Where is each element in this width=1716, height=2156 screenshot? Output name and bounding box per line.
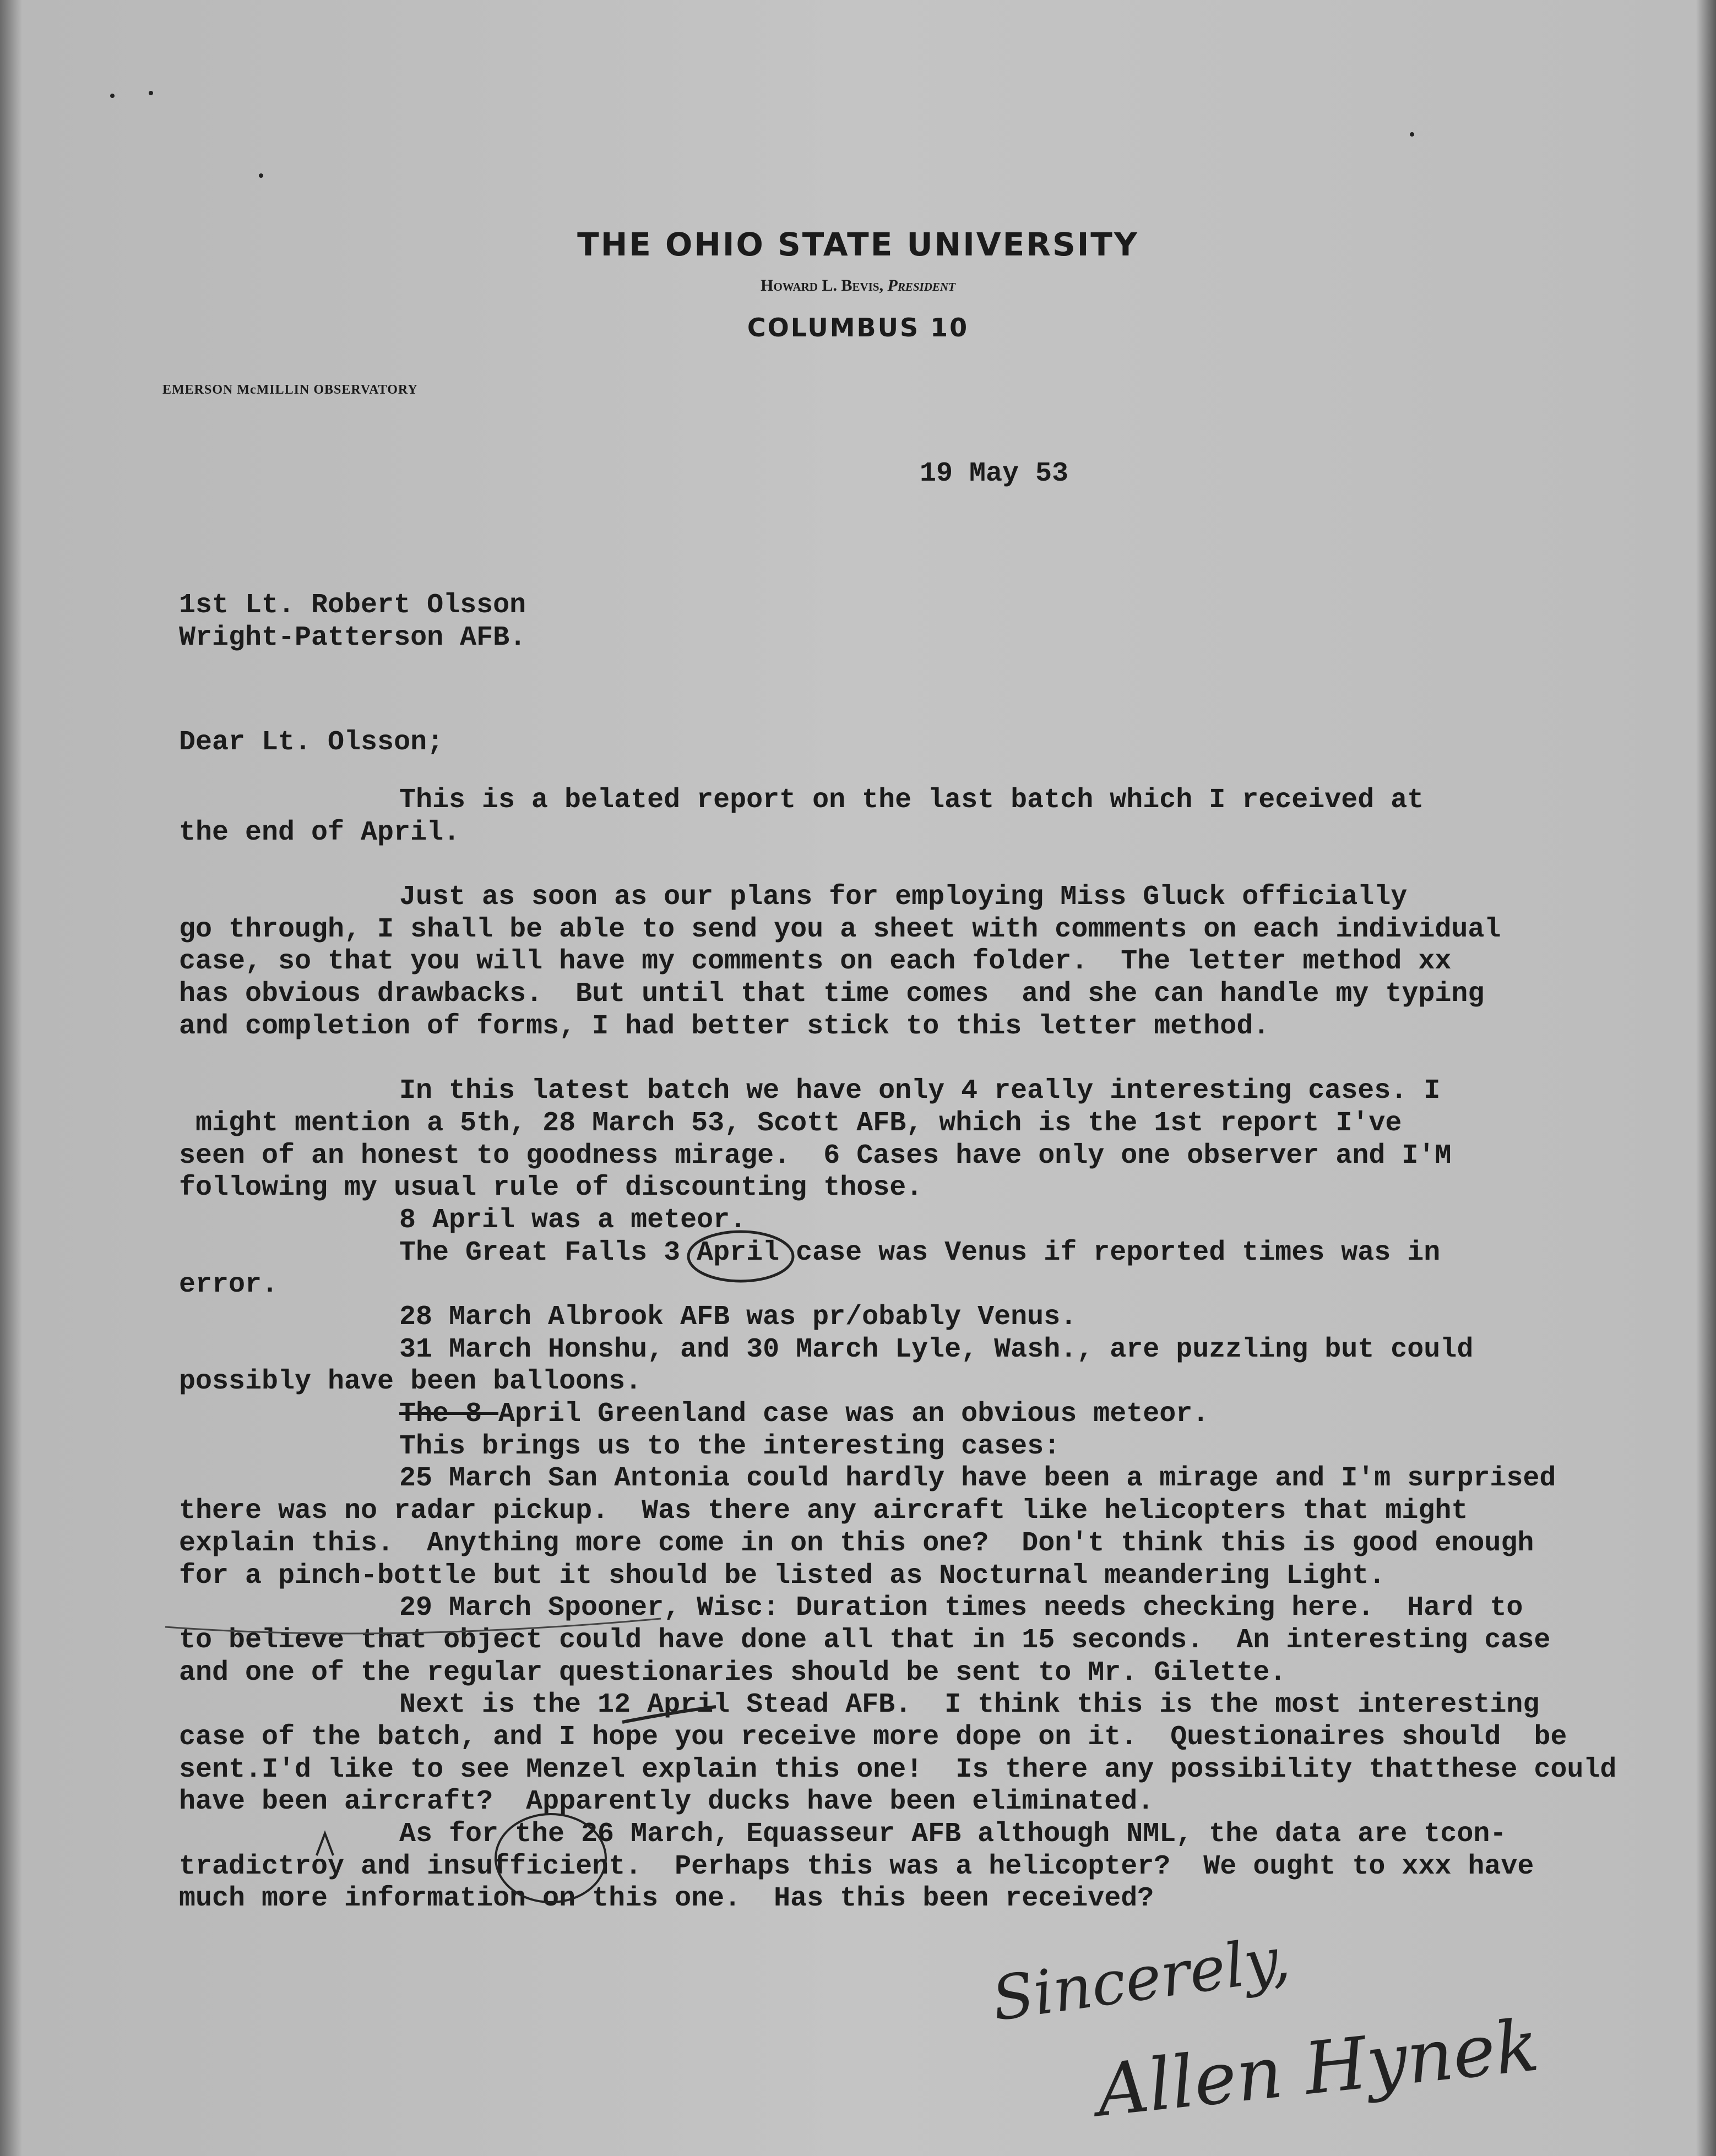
body-line: Just as soon as our plans for employing Miss Gluck officially: [399, 881, 1408, 913]
body-line: might mention a 5th, 28 March 53, Scott AFB, which is the 1st report I've: [179, 1107, 1402, 1139]
city: COLUMBUS 10: [747, 313, 969, 342]
body-line: go through, I shall be able to send you a sheet with comments on each individual: [179, 913, 1501, 945]
body-line: As for the 26 March, Equasseur AFB although NML, the data are tcon-: [399, 1819, 1507, 1850]
president-name: Howard L. Bevis,: [761, 276, 884, 295]
body-line: and one of the regular questionaries should be sent to Mr. Gilette.: [179, 1657, 1286, 1689]
body-line: 29 March Spooner, Wisc: Duration times needs checking here. Hard to: [399, 1592, 1523, 1624]
signature-handwritten: Allen Hynek: [1093, 2003, 1543, 2133]
body-line: The Great Falls 3 April case was Venus if reported times was in: [399, 1237, 1441, 1268]
underline-annotation-12-april: [622, 1707, 716, 1722]
body-line: for a pinch-bottle but it should be listed as Nocturnal meandering Light.: [179, 1560, 1386, 1592]
body-line: tradictroy and insufficient. Perhaps this was a helicopter? We ought to xxx have: [179, 1850, 1534, 1882]
body-line: In this latest batch we have only 4 really interesting cases. I: [399, 1075, 1441, 1107]
underline-annotation-spooner: [165, 1619, 661, 1634]
body-line: case of the batch, and I hope you receive more dope on it. Questionaires should be: [179, 1721, 1567, 1753]
body-line: has obvious drawbacks. But until that time comes and she can handle my typing: [179, 978, 1485, 1010]
president-title: President: [887, 276, 955, 295]
body-line: there was no radar pickup. Was there any aircraft like helicopters that might: [179, 1495, 1468, 1527]
body-line: sent.I'd like to see Menzel explain this one! Is there any possibility thatthese could: [179, 1754, 1617, 1785]
body-line: much more information on this one. Has this been received?: [179, 1883, 1154, 1915]
recipient-location: Wright-Patterson AFB.: [179, 622, 526, 654]
body-line: error.: [179, 1269, 279, 1301]
circle-annotation-3-april: [688, 1232, 793, 1281]
body-line: seen of an honest to goodness mirage. 6 Cases have only one observer and I'M: [179, 1140, 1452, 1172]
body-text: April Greenland case was an obvious meteor.: [498, 1398, 1209, 1430]
closing-handwritten: Sincerely,: [987, 1923, 1294, 2035]
body-line: have been aircraft? Apparently ducks have been eliminated.: [179, 1786, 1154, 1818]
salutation: Dear Lt. Olsson;: [179, 727, 444, 758]
body-line: possibly have been balloons.: [179, 1366, 642, 1398]
body-line: and completion of forms, I had better stick to this letter method.: [179, 1010, 1270, 1042]
body-line: Next is the 12 April Stead AFB. I think this is the most interesting: [399, 1689, 1540, 1721]
recipient-name: 1st Lt. Robert Olsson: [179, 590, 526, 621]
body-line: This brings us to the interesting cases:: [399, 1430, 1061, 1462]
body-line: explain this. Anything more come in on this one? Don't think this is good enough: [179, 1527, 1534, 1559]
letter-date: 19 May 53: [920, 458, 1069, 489]
body-line: This is a belated report on the last batch which I received at: [399, 785, 1424, 816]
caret-mark: [317, 1833, 333, 1855]
circle-annotation-26-march: [496, 1814, 606, 1902]
body-line: to believe that object could have done all that in 15 seconds. An interesting case: [179, 1624, 1551, 1656]
institution-name: THE OHIO STATE UNIVERSITY: [577, 226, 1139, 263]
struck-text: The 8: [399, 1398, 499, 1430]
body-line: following my usual rule of discounting those.: [179, 1172, 923, 1204]
body-line: 28 March Albrook AFB was pr/obably Venus.: [399, 1302, 1077, 1333]
body-line: 25 March San Antonia could hardly have been a mirage and I'm surprised: [399, 1463, 1556, 1495]
body-line: case, so that you will have my comments on each folder. The letter method xx: [179, 946, 1452, 978]
department: EMERSON McMILLIN OBSERVATORY: [162, 383, 418, 397]
body-line: the end of April.: [179, 816, 460, 848]
body-line: 8 April was a meteor.: [399, 1204, 747, 1236]
body-line: 31 March Honshu, and 30 March Lyle, Wash., are puzzling but could: [399, 1333, 1474, 1365]
